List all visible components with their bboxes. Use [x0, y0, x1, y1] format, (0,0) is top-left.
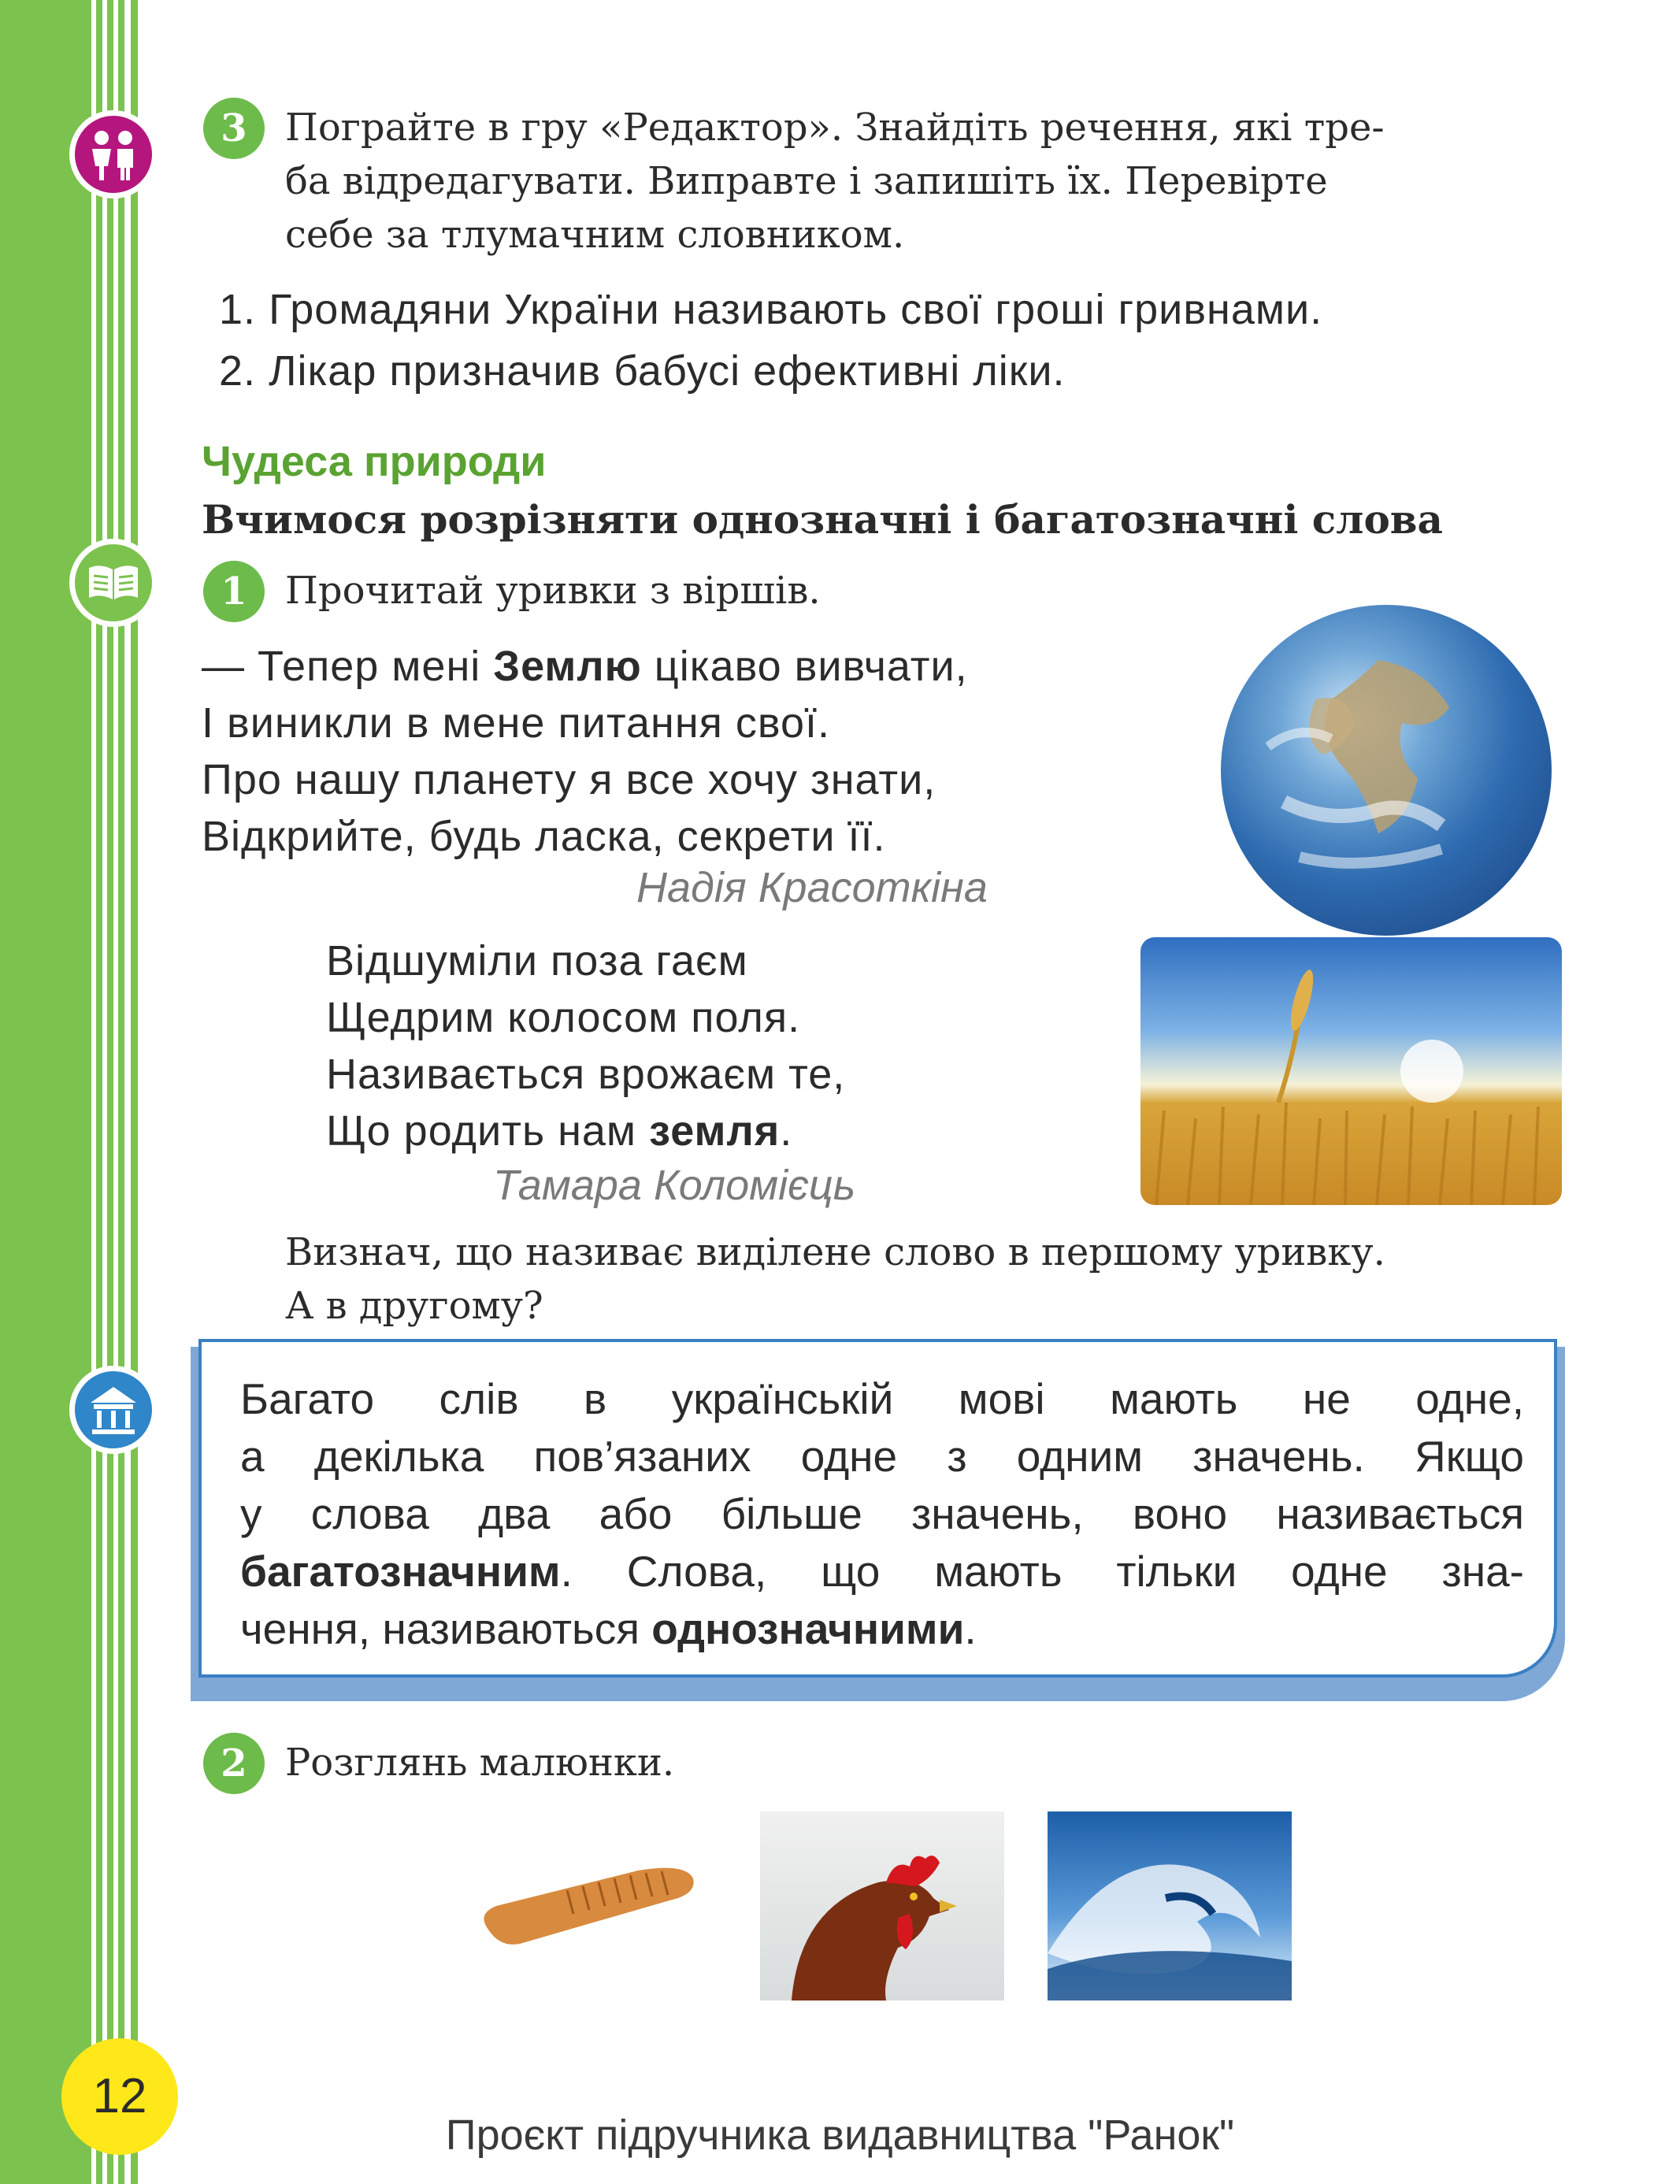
rule-line: Багато слів в українській мові мають не одне, [240, 1374, 1524, 1423]
rule-text-span: . Слова, що мають тільки одне зна- [560, 1547, 1524, 1596]
highlighted-word: Землю [493, 643, 642, 690]
highlighted-word: земля [649, 1107, 781, 1155]
rule-line [240, 1600, 1524, 1658]
exercise-3-instruction [285, 101, 1385, 261]
poem-text: — Тепер мені [202, 643, 494, 690]
list-number: 2. [219, 347, 257, 395]
exercise-number-badge: 2 [203, 1733, 265, 1794]
question-line: Визнач, що називає виділене слово в першому уривку. [285, 1230, 1385, 1274]
rooster-image [760, 1811, 1004, 2000]
exercise-number-badge: 1 [203, 561, 265, 622]
sidebar-stripe [113, 0, 118, 2184]
list-item [219, 340, 1322, 402]
comb-image [473, 1851, 709, 1961]
rule-icon [69, 1366, 158, 1454]
poem-line [326, 1103, 845, 1159]
list-text: Лікар призначив бабусі ефективні ліки. [269, 347, 1066, 395]
exercise-1-instruction: Прочитай уривки з віршів. [285, 569, 821, 613]
list-text: Громадяни України називають свої гроші гривнами. [269, 286, 1323, 333]
poem-author: Надія Красоткіна [636, 864, 988, 911]
rule-line: у слова два або більше значень, воно називається [240, 1489, 1524, 1538]
poem-line: Про нашу планету я все хочу знати, [202, 756, 936, 803]
section-subtitle: Вчимося розрізняти однозначні і багатозначні слова [202, 496, 1443, 543]
poem-1 [202, 638, 968, 865]
rule-text-span: чення, називаються [240, 1604, 652, 1653]
instruction-line: себе за тлумачним словником. [285, 213, 905, 257]
poem-text: цікаво вивчати, [641, 643, 968, 690]
sidebar-stripe [102, 0, 107, 2184]
sidebar-stripe [124, 0, 131, 2184]
poem-line: Щедрим колосом поля. [326, 994, 801, 1041]
poem-line [202, 638, 968, 695]
sentence-list [219, 279, 1322, 402]
rule-text-span: . [964, 1604, 977, 1653]
poem-2 [326, 933, 845, 1159]
footer-text: Проєкт підручника видавництва "Ранок" [445, 2112, 1235, 2159]
poem-line: Відшуміли поза гаєм [326, 937, 748, 984]
list-number: 1. [219, 286, 257, 333]
poem-line: Відкрийте, будь ласка, секрети її. [202, 813, 886, 860]
term-polysemous: багатозначним [240, 1547, 561, 1596]
list-item [219, 279, 1322, 340]
section-title: Чудеса природи [202, 438, 547, 485]
wheat-field-image [1140, 937, 1562, 1205]
poem-line: І виникли в мене питання свої. [202, 699, 831, 747]
page-number: 12 [61, 2038, 178, 2155]
rule-text [240, 1370, 1524, 1658]
instruction-line: Пограйте в гру «Редактор». Знайдіть речення, які тре- [285, 106, 1385, 150]
wave-image [1048, 1811, 1292, 2000]
question-line: А в другому? [285, 1284, 543, 1328]
book-icon [69, 539, 158, 627]
poem-text: Що родить нам [326, 1107, 650, 1155]
poem-author: Тамара Коломієць [493, 1162, 856, 1209]
sidebar-stripe [91, 0, 96, 2184]
rule-line [240, 1543, 1524, 1600]
instruction-line: ба відредагувати. Виправте і запишіть їх. Перевірте [285, 159, 1328, 203]
term-monosemous: однозначними [651, 1604, 965, 1653]
rule-line: а декілька пов’язаних одне з одним значень. Якщо [240, 1432, 1524, 1481]
poem-line: Називається врожаєм те, [326, 1051, 846, 1098]
pair-work-icon [69, 110, 158, 198]
poem-text: . [780, 1107, 793, 1155]
exercise-2-instruction: Розглянь малюнки. [285, 1741, 675, 1785]
exercise-1-question [285, 1225, 1385, 1333]
exercise-number-badge: 3 [203, 98, 265, 159]
earth-image [1221, 605, 1552, 936]
